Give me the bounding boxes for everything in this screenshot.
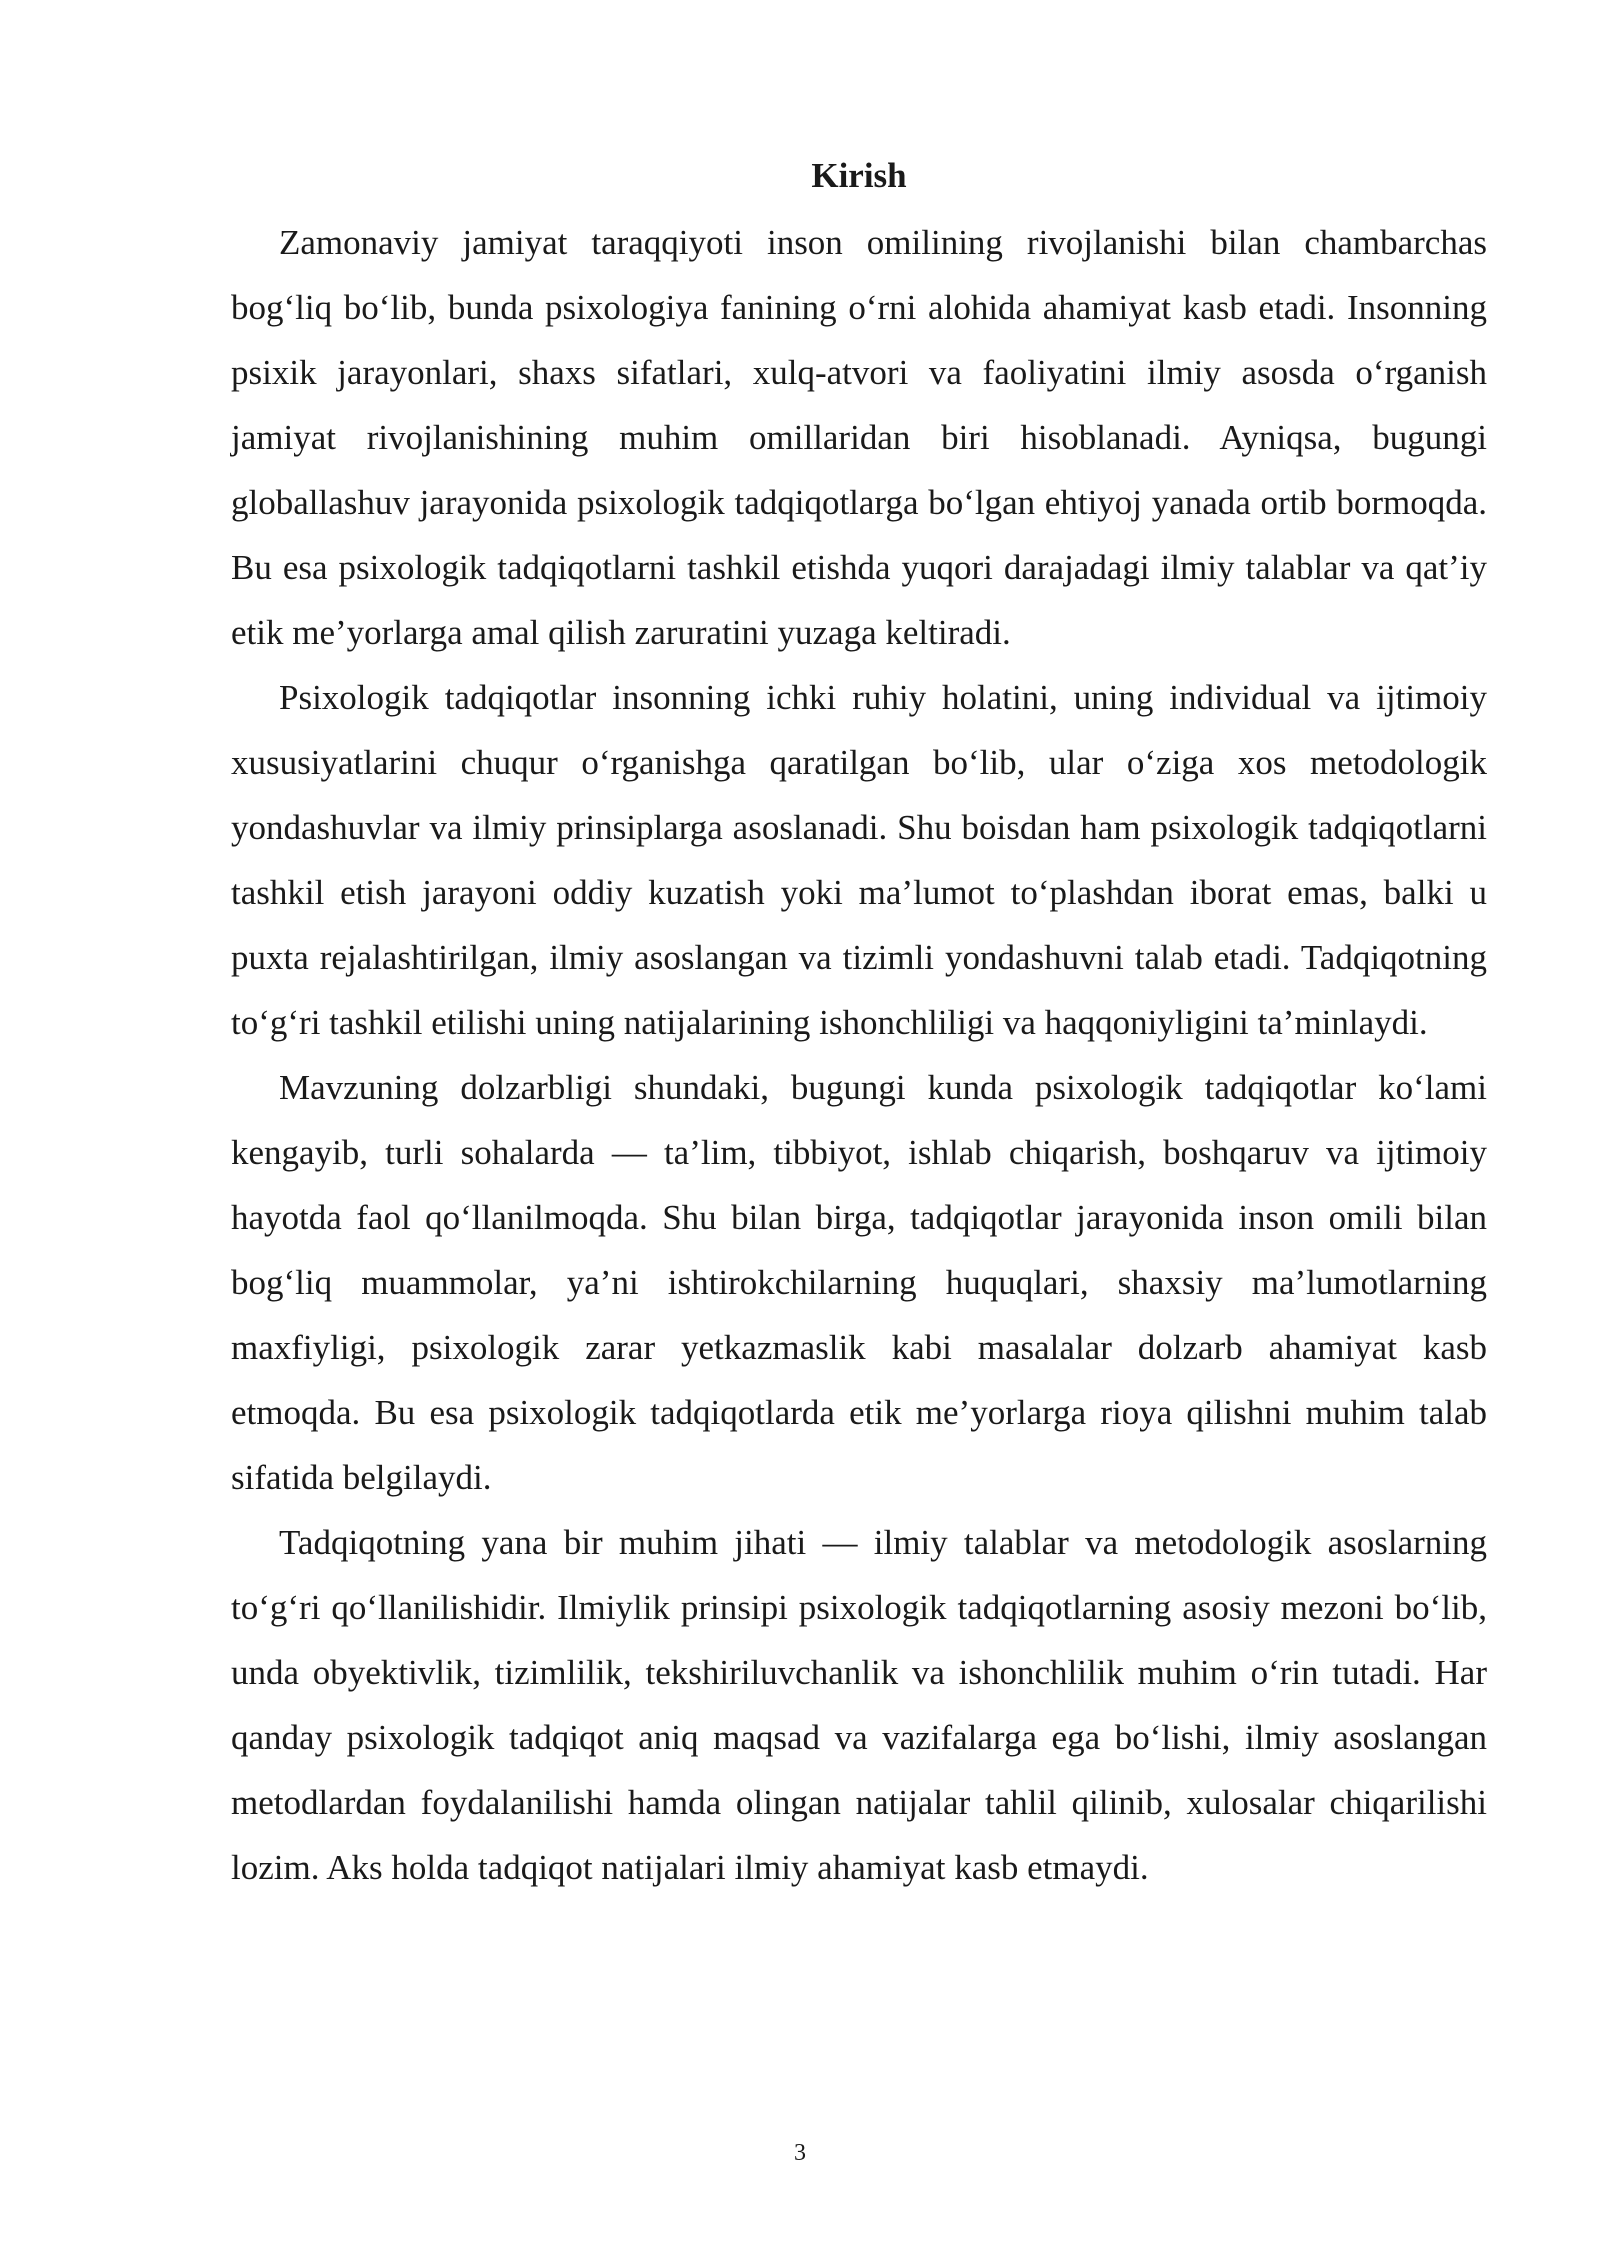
section-title: Kirish — [811, 156, 907, 195]
paragraph-2: Psixologik tadqiqotlar insonning ichki ruhiy holatini, uning individual va ijtimoiy xususiyatlarini chuqur o‘rganishga qaratilgan bo‘lib, ular o‘ziga xos metodologik yondashuvlar va ilmiy prinsiplarga asoslanadi. Shu boisdan ham psixologik tadqiqotlarni tashkil etish jarayoni oddiy kuzatish yoki ma’lumot to‘plashdan iborat emas, balki u puxta rejalashtirilgan, ilmiy asoslangan va tizimli yondashuvni talab etadi. Tadqiqotning to‘g‘ri tashkil etilishi uning natijalarining ishonchliligi va haqqoniyligini ta’minlaydi. — [231, 678, 1487, 1042]
paragraph-1: Zamonaviy jamiyat taraqqiyoti inson omilining rivojlanishi bilan chambarchas bog‘liq bo‘lib, bunda psixologiya fanining o‘rni alohida ahamiyat kasb etadi. Insonning psixik jarayonlari, shaxs sifatlari, xulq-atvori va faoliyatini ilmiy asosda o‘rganish jamiyat rivojlanishining muhim omillaridan biri hisoblanadi. Ayniqsa, bugungi globallashuv jarayonida psixologik tadqiqotlarga bo‘lgan ehtiyoj yanada ortib bormoqda. Bu esa psixologik tadqiqotlarni tashkil etishda yuqori darajadagi ilmiy talablar va qat’iy etik me’yorlarga amal qilish zaruratini yuzaga keltiradi. — [231, 223, 1487, 652]
paragraph-3: Mavzuning dolzarbligi shundaki, bugungi kunda psixologik tadqiqotlar ko‘lami kengayib, turli sohalarda — ta’lim, tibbiyot, ishlab chiqarish, boshqaruv va ijtimoiy hayotda faol qo‘llanilmoqda. Shu bilan birga, tadqiqotlar jarayonida inson omili bilan bog‘liq muammolar, ya’ni ishtirokchilarning huquqlari, shaxsiy ma’lumotlarning maxfiyligi, psixologik zarar yetkazmaslik kabi masalalar dolzarb ahamiyat kasb etmoqda. Bu esa psixologik tadqiqotlarda etik me’yorlarga rioya qilishni muhim talab sifatida belgilaydi. — [231, 1068, 1487, 1497]
page-body — [231, 146, 1487, 1900]
paragraph-4: Tadqiqotning yana bir muhim jihati — ilmiy talablar va metodologik asoslarning to‘g‘ri qo‘llanilishidir. Ilmiylik prinsipi psixologik tadqiqotlarning asosiy mezoni bo‘lib, unda obyektivlik, tizimlilik, tekshiriluvchanlik va ishonchlilik muhim o‘rin tutadi. Har qanday psixologik tadqiqot aniq maqsad va vazifalarga ega bo‘lishi, ilmiy asoslangan metodlardan foydalanilishi hamda olingan natijalar tahlil qilinib, xulosalar chiqarilishi lozim. Aks holda tadqiqot natijalari ilmiy ahamiyat kasb etmaydi. — [231, 1523, 1487, 1887]
page-number: 3 — [794, 2140, 806, 2166]
